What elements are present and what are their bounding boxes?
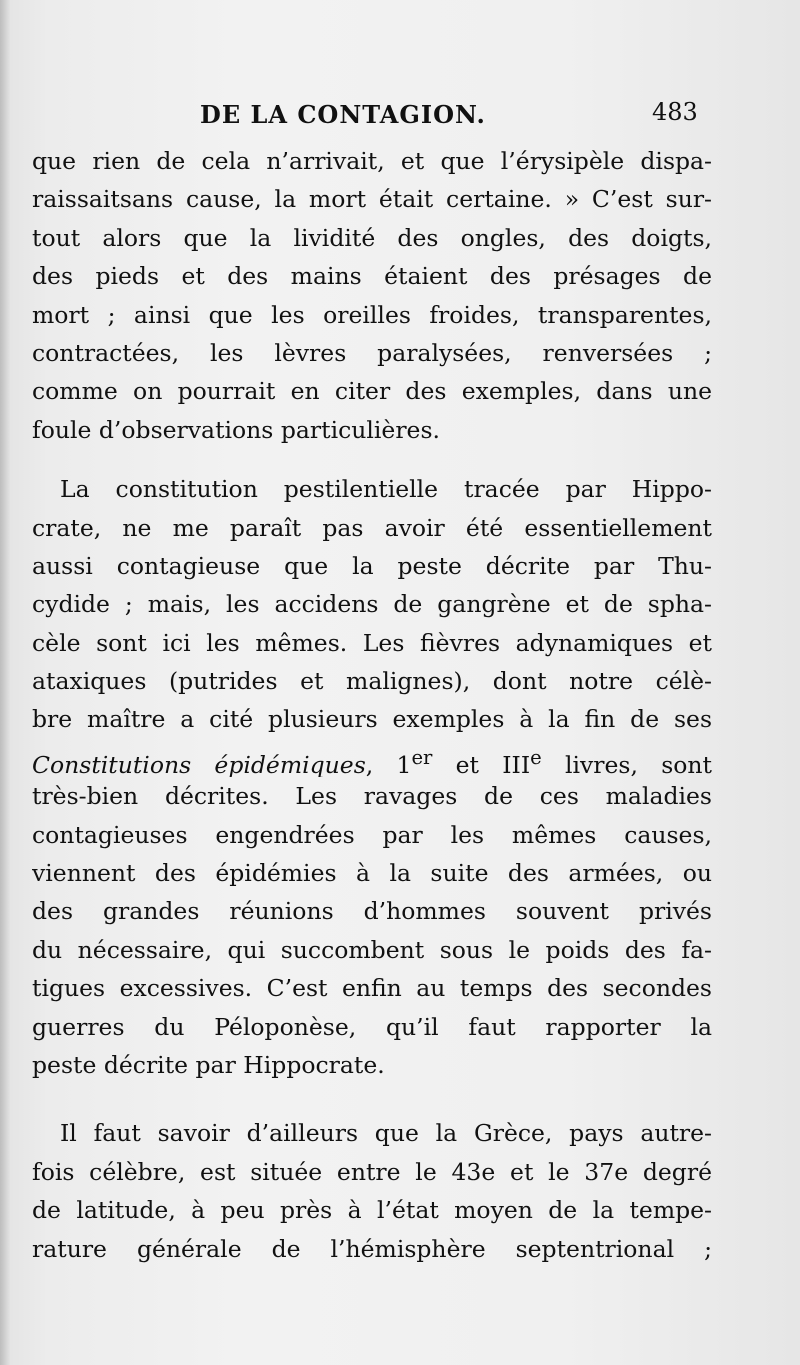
text-line: du nécessaire, qui succombent sous le poids des fa- <box>32 935 712 964</box>
text-fragment: livres, sont <box>541 750 712 778</box>
running-title: DE LA CONTAGION. <box>200 100 486 129</box>
ordinal-first: 1 <box>396 750 412 778</box>
text-line: que rien de cela n’arrivait, et que l’érysipèle dispa- <box>32 147 712 175</box>
text-line: crate, ne me paraît pas avoir été essentiellement <box>32 513 712 542</box>
ordinal-first-suffix: er <box>411 745 433 769</box>
text-line: raissaitsans cause, la mort était certaine. » C’est sur- <box>32 185 712 214</box>
text-line: viennent des épidémies à la suite des armées, ou <box>32 859 712 888</box>
paragraph-1 <box>32 142 712 449</box>
paragraph-spacer <box>32 1084 712 1114</box>
text-fragment: , <box>365 750 397 778</box>
page-header <box>0 100 800 140</box>
text-line: fois célèbre, est située entre le 43e et le 37e degré <box>32 1157 712 1186</box>
text-line: cydide ; mais, les accidens de gangrène et de spha- <box>32 590 712 619</box>
text-line: foule d’observations particulières. <box>32 415 440 444</box>
text-line: Il faut savoir d’ailleurs que la Grèce, pays autre- <box>60 1119 712 1148</box>
body-text <box>32 142 712 1268</box>
text-line: ataxiques (putrides et malignes), dont notre célè- <box>32 667 712 696</box>
text-line: bre maître a cité plusieurs exemples à la fin de ses <box>32 705 712 734</box>
text-line: mort ; ainsi que les oreilles froides, transparentes, <box>32 300 712 329</box>
italic-title: Constitutions épidémiques <box>32 750 366 778</box>
text-line: des pieds et des mains étaient des présages de <box>32 262 712 291</box>
text-line: rature générale de l’hémisphère septentrional ; <box>32 1234 712 1263</box>
text-line: peste décrite par Hippocrate. <box>32 1050 385 1079</box>
text-line: de latitude, à peu près à l’état moyen de la tempe- <box>32 1196 712 1225</box>
text-line-with-italic <box>32 739 712 777</box>
text-line: guerres du Péloponèse, qu’il faut rapporter la <box>32 1012 712 1041</box>
text-line: contractées, les lèvres paralysées, renversées ; <box>32 338 712 367</box>
text-line: aussi contagieuse que la peste décrite par Thu- <box>32 551 712 580</box>
ordinal-third-suffix: e <box>530 745 542 769</box>
text-line: tout alors que la lividité des ongles, des doigts, <box>32 223 712 252</box>
text-line: La constitution pestilentielle tracée par Hippo- <box>60 475 712 504</box>
paragraph-spacer <box>32 449 712 470</box>
page-edge-shadow <box>0 0 10 1365</box>
text-line: comme on pourrait en citer des exemples, dans une <box>32 377 712 406</box>
paragraph-3 <box>32 1114 712 1268</box>
ordinal-third: III <box>502 750 531 778</box>
text-line: tigues excessives. C’est enfin au temps des secondes <box>32 974 712 1003</box>
text-fragment: et <box>432 750 503 778</box>
text-line: cèle sont ici les mêmes. Les fièvres adynamiques et <box>32 628 712 657</box>
text-line: des grandes réunions d’hommes souvent privés <box>32 897 712 926</box>
page-number: 483 <box>652 98 698 126</box>
text-line: contagieuses engendrées par les mêmes causes, <box>32 820 712 849</box>
paragraph-2 <box>32 470 712 1084</box>
text-line: très-bien décrites. Les ravages de ces maladies <box>32 782 712 811</box>
